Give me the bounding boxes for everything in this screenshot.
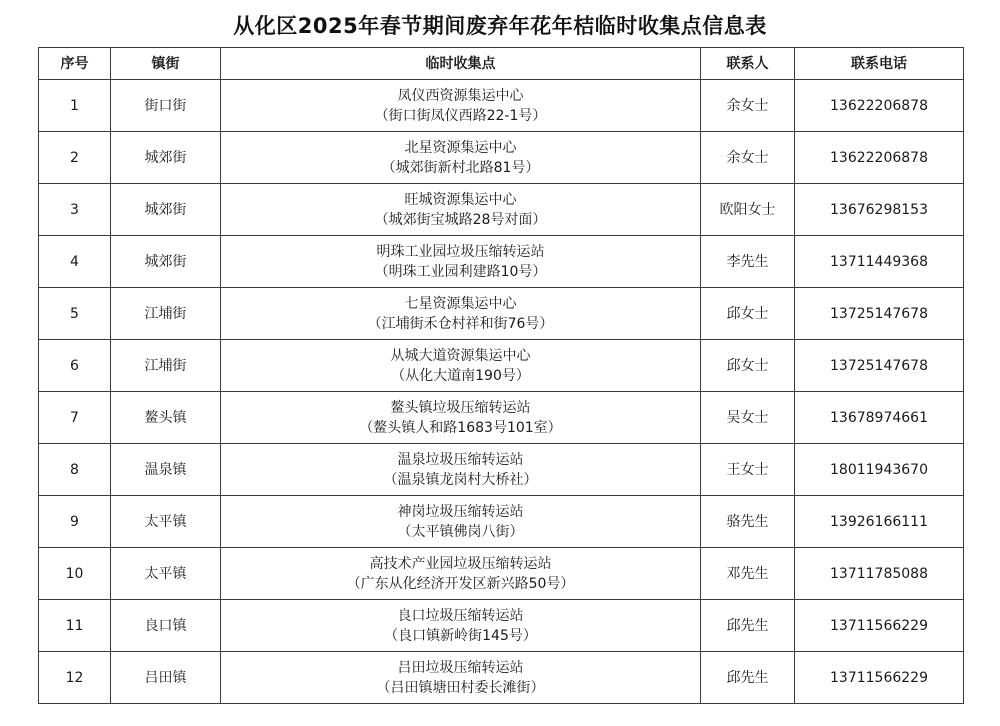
table-row bbox=[39, 392, 964, 444]
page-title: 从化区2025年春节期间废弃年花年桔临时收集点信息表 bbox=[233, 14, 767, 38]
table-row bbox=[39, 80, 964, 132]
site-address: （城郊街宝城路28号对面） bbox=[374, 211, 547, 228]
row-contact: 欧阳女士 bbox=[701, 184, 795, 236]
row-site bbox=[221, 652, 701, 704]
row-no: 5 bbox=[39, 288, 111, 340]
row-phone: 13711566229 bbox=[795, 600, 964, 652]
row-contact: 邓先生 bbox=[701, 548, 795, 600]
row-site bbox=[221, 80, 701, 132]
row-site bbox=[221, 548, 701, 600]
row-contact: 余女士 bbox=[701, 132, 795, 184]
site-name: 良口垃圾压缩转运站 bbox=[397, 607, 524, 624]
row-contact: 李先生 bbox=[701, 236, 795, 288]
row-town: 江埔街 bbox=[111, 288, 221, 340]
header-phone: 联系电话 bbox=[795, 48, 964, 80]
site-address: （吕田镇塘田村委长滩街） bbox=[376, 679, 545, 696]
row-site bbox=[221, 288, 701, 340]
site-address: （街口街凤仪西路22-1号） bbox=[374, 107, 547, 124]
row-contact: 邱先生 bbox=[701, 600, 795, 652]
row-town: 江埔街 bbox=[111, 340, 221, 392]
site-address: （广东从化经济开发区新兴路50号） bbox=[346, 575, 575, 592]
row-town: 良口镇 bbox=[111, 600, 221, 652]
table-header-row bbox=[39, 48, 964, 80]
row-phone: 13926166111 bbox=[795, 496, 964, 548]
site-name: 鳌头镇垃圾压缩转运站 bbox=[390, 399, 531, 416]
row-phone: 13676298153 bbox=[795, 184, 964, 236]
row-contact: 吴女士 bbox=[701, 392, 795, 444]
row-town: 太平镇 bbox=[111, 548, 221, 600]
row-phone: 13725147678 bbox=[795, 288, 964, 340]
row-site bbox=[221, 392, 701, 444]
row-contact: 邱女士 bbox=[701, 340, 795, 392]
table-row bbox=[39, 288, 964, 340]
row-no: 4 bbox=[39, 236, 111, 288]
site-name: 旺城资源集运中心 bbox=[404, 191, 517, 208]
row-contact: 邱女士 bbox=[701, 288, 795, 340]
row-contact: 王女士 bbox=[701, 444, 795, 496]
site-name: 七星资源集运中心 bbox=[404, 295, 517, 312]
row-site bbox=[221, 184, 701, 236]
site-address: （鳌头镇人和路1683号101室） bbox=[359, 419, 562, 436]
row-town: 城郊街 bbox=[111, 236, 221, 288]
header-no: 序号 bbox=[39, 48, 111, 80]
table-row bbox=[39, 184, 964, 236]
site-address: （明珠工业园利建路10号） bbox=[374, 263, 547, 280]
row-contact: 邱先生 bbox=[701, 652, 795, 704]
site-name: 温泉垃圾压缩转运站 bbox=[397, 451, 524, 468]
row-no: 3 bbox=[39, 184, 111, 236]
row-phone: 13711566229 bbox=[795, 652, 964, 704]
row-phone: 13678974661 bbox=[795, 392, 964, 444]
row-no: 7 bbox=[39, 392, 111, 444]
site-address: （江埔街禾仓村祥和街76号） bbox=[367, 315, 554, 332]
row-phone: 18011943670 bbox=[795, 444, 964, 496]
row-no: 2 bbox=[39, 132, 111, 184]
table-row bbox=[39, 548, 964, 600]
row-site bbox=[221, 600, 701, 652]
site-address: （从化大道南190号） bbox=[391, 367, 530, 384]
table-row bbox=[39, 340, 964, 392]
table-row bbox=[39, 652, 964, 704]
row-site bbox=[221, 496, 701, 548]
row-town: 城郊街 bbox=[111, 132, 221, 184]
site-name: 高技术产业园垃圾压缩转运站 bbox=[369, 555, 552, 572]
table-row bbox=[39, 600, 964, 652]
row-no: 11 bbox=[39, 600, 111, 652]
row-contact: 骆先生 bbox=[701, 496, 795, 548]
row-phone: 13711785088 bbox=[795, 548, 964, 600]
site-address: （城郊街新村北路81号） bbox=[381, 159, 540, 176]
row-no: 10 bbox=[39, 548, 111, 600]
table-row bbox=[39, 132, 964, 184]
header-town: 镇街 bbox=[111, 48, 221, 80]
row-town: 城郊街 bbox=[111, 184, 221, 236]
row-site bbox=[221, 236, 701, 288]
site-name: 神岗垃圾压缩转运站 bbox=[397, 503, 524, 520]
table-row bbox=[39, 444, 964, 496]
site-address: （良口镇新岭街145号） bbox=[384, 627, 537, 644]
row-town: 太平镇 bbox=[111, 496, 221, 548]
site-name: 从城大道资源集运中心 bbox=[390, 347, 531, 364]
collection-point-table bbox=[38, 47, 964, 704]
row-phone: 13711449368 bbox=[795, 236, 964, 288]
row-contact: 余女士 bbox=[701, 80, 795, 132]
site-name: 明珠工业园垃圾压缩转运站 bbox=[376, 243, 545, 260]
site-name: 吕田垃圾压缩转运站 bbox=[397, 659, 524, 676]
row-no: 12 bbox=[39, 652, 111, 704]
row-phone: 13725147678 bbox=[795, 340, 964, 392]
row-no: 8 bbox=[39, 444, 111, 496]
row-site bbox=[221, 340, 701, 392]
header-site: 临时收集点 bbox=[221, 48, 701, 80]
row-no: 9 bbox=[39, 496, 111, 548]
row-town: 街口街 bbox=[111, 80, 221, 132]
row-town: 温泉镇 bbox=[111, 444, 221, 496]
row-town: 吕田镇 bbox=[111, 652, 221, 704]
table-row bbox=[39, 496, 964, 548]
site-address: （温泉镇龙岗村大桥社） bbox=[383, 471, 538, 488]
table-row bbox=[39, 236, 964, 288]
row-site bbox=[221, 444, 701, 496]
row-phone: 13622206878 bbox=[795, 132, 964, 184]
header-contact: 联系人 bbox=[701, 48, 795, 80]
row-site bbox=[221, 132, 701, 184]
row-no: 6 bbox=[39, 340, 111, 392]
row-no: 1 bbox=[39, 80, 111, 132]
row-town: 鳌头镇 bbox=[111, 392, 221, 444]
site-name: 北星资源集运中心 bbox=[404, 139, 517, 156]
row-phone: 13622206878 bbox=[795, 80, 964, 132]
site-name: 凤仪西资源集运中心 bbox=[397, 87, 524, 104]
site-address: （太平镇佛岗八街） bbox=[397, 523, 524, 540]
